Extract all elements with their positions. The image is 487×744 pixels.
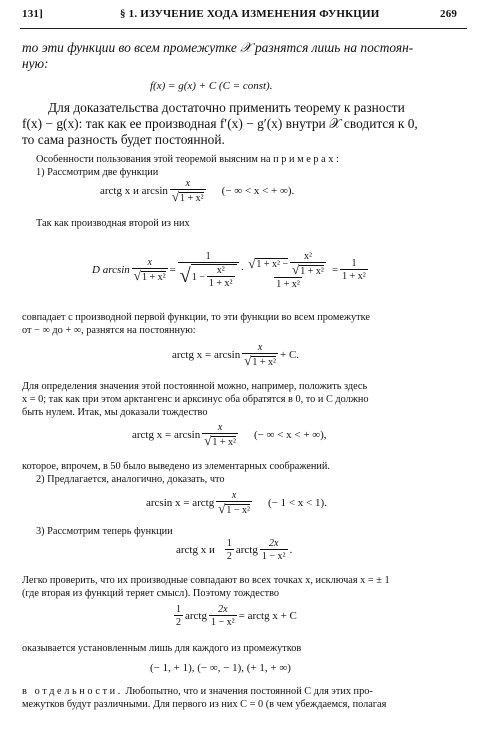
eq-text: arctg x и arcsin [100,185,168,197]
eq-text: arctg [185,610,207,622]
text-line: Так как производная второй из них [36,218,190,229]
text-line [22,686,467,699]
equation-7 [176,538,292,562]
text-line: межутков будут различными. Для первого из них C = 0 (в чем убеждаемся, полагая [22,699,387,710]
denominator [202,433,238,448]
equation-2 [100,178,294,204]
denominator: 2 [226,551,232,562]
denominator [290,262,326,277]
eq-text: D arcsin [92,264,130,276]
equation-9: (− 1, + 1), (− ∞, − 1), (+ 1, + ∞) [150,662,291,674]
running-header: § 1. ИЗУЧЕНИЕ ХОДА ИЗМЕНЕНИЯ ФУНКЦИИ [120,8,380,20]
radical-sign: √ [179,265,191,287]
numerator: x [257,342,263,353]
numerator: 1 [176,604,181,615]
dot-operator: · [240,264,245,276]
numerator: x [185,178,190,189]
eq-text: arctg x и [176,544,215,556]
numerator: x [231,490,237,501]
text-line: Легко проверить, что их производные совпадают во всех точках x, исключая x = ± 1 [22,575,390,586]
eq-text: arctg [235,544,258,556]
equation-8 [172,604,297,628]
fraction [174,604,183,628]
numerator [246,251,330,277]
fraction [202,422,238,448]
radicand: 1 + x² [212,437,236,448]
fraction [207,265,235,289]
denominator: 1 + x² [342,271,366,282]
fraction [340,258,368,282]
fraction [170,178,206,204]
eq-text: arcsin x = arctg [146,497,215,509]
text-segment: Особенности пользования этой теоремой выясним на [36,154,271,165]
eq-text: arctg x = arcsin [172,349,241,361]
radicand: 1 + x² [300,265,324,277]
eq-text: = arctg x + C [238,610,297,622]
equation-5 [132,422,327,448]
equation-4 [172,342,299,368]
page-number-right: 269 [440,8,458,20]
text-line: x = 0; так как при этом арктангенс и арксинус оба обратятся в 0, то и C должно [22,394,369,405]
fraction [132,257,168,283]
radical-sign: √ [133,268,141,283]
text-line [36,154,467,167]
spaced-word: в отдельности. [22,686,123,697]
fraction [178,251,239,289]
text-line: оказывается установленным лишь для каждого из промежутков [22,643,302,654]
numerator: 2x [218,604,228,615]
radical-sign: √ [244,353,252,368]
text-line: которое, впрочем, в 50 было выведено из элементарных соображений. [22,461,331,472]
denominator [242,353,278,368]
denominator [132,268,168,283]
text-line: ную: [22,56,49,71]
text-line: то эти функции во всем промежутке 𝒳 разнятся лишь на постоян- [22,40,414,55]
radicand: 1 + x² − [256,258,289,270]
spaced-word: примерах: [273,154,342,165]
denominator [178,262,239,289]
eq-text: . [289,544,293,556]
eq-condition: (− ∞ < x < + ∞), [253,429,327,441]
radicand: 1 + x² [141,272,166,283]
text-segment: Любопытно, что и значения постоянной C для этих про- [125,686,373,697]
radicand: 1 + x² [180,193,204,204]
text-line: быть нулем. Итак, мы доказали тождество [22,407,208,418]
numerator: 1 [226,538,232,549]
fraction [225,538,234,562]
fraction [242,342,278,368]
radical-sign: √ [248,256,256,271]
eq-condition: (− 1 < x < 1). [267,497,327,509]
text-line: от − ∞ до + ∞, разнятся на постоянную: [22,325,196,336]
denominator [216,501,252,516]
numerator: x [147,257,152,268]
denominator: 1 − x² [261,551,286,562]
radical-sign: √ [292,261,300,277]
eq-text: arctg x = arcsin [132,429,201,441]
fraction [260,538,288,562]
numerator: x² [304,250,313,262]
numerator: 1 [351,258,357,269]
radical-sign: √ [204,433,212,448]
text-line: 2) Предлагается, аналогично, доказать, что [36,474,225,485]
radical-sign: √ [218,501,226,516]
text-line: 3) Рассмотрим теперь функции [36,526,173,537]
text-line: Для доказательства достаточно применить теорему к разности [48,100,405,115]
text-line: 1) Рассмотрим две функции [36,167,159,178]
fraction [209,604,237,628]
numerator: x [217,422,223,433]
numerator: x² [216,265,225,276]
eq-text: 1 − [191,271,205,283]
equals-sign: = [169,264,176,276]
equation-3 [92,236,370,304]
denominator: 2 [176,617,181,628]
fraction [246,251,330,290]
fraction [216,490,252,516]
eq-condition: (− ∞ < x < + ∞). [221,185,295,197]
text-line: f(x) − g(x): так как ее производная f′(x) − g′(x) внутри 𝒳 сводится к 0, [22,116,418,131]
fraction [290,251,326,277]
text-line: Для определения значения этой постоянной можно, например, положить здесь [22,381,368,392]
equation-1: f(x) = g(x) + C (C = const). [150,80,273,92]
denominator: 1 + x² [276,278,300,290]
numerator: 2x [268,538,279,549]
equals-sign: = [331,264,339,276]
text-line: (где вторая из функций теряет смысл). Поэтому тождество [22,588,280,599]
radicand: 1 − x² [226,505,250,516]
denominator [170,189,206,204]
equation-6 [146,490,327,516]
radical-sign: √ [171,189,180,204]
radicand: 1 + x² [252,357,276,368]
page-number-left: 131] [22,8,43,20]
text-line: совпадает с производной первой функции, то эти функции во всем промежутке [22,312,371,323]
denominator: 1 + x² [208,278,233,289]
numerator: 1 [205,251,211,262]
eq-text: + C. [279,349,300,361]
denominator: 1 − x² [210,617,235,628]
header-rule [20,28,467,29]
radicand [191,264,237,289]
text-line: то сама разность будет постоянной. [22,132,225,147]
